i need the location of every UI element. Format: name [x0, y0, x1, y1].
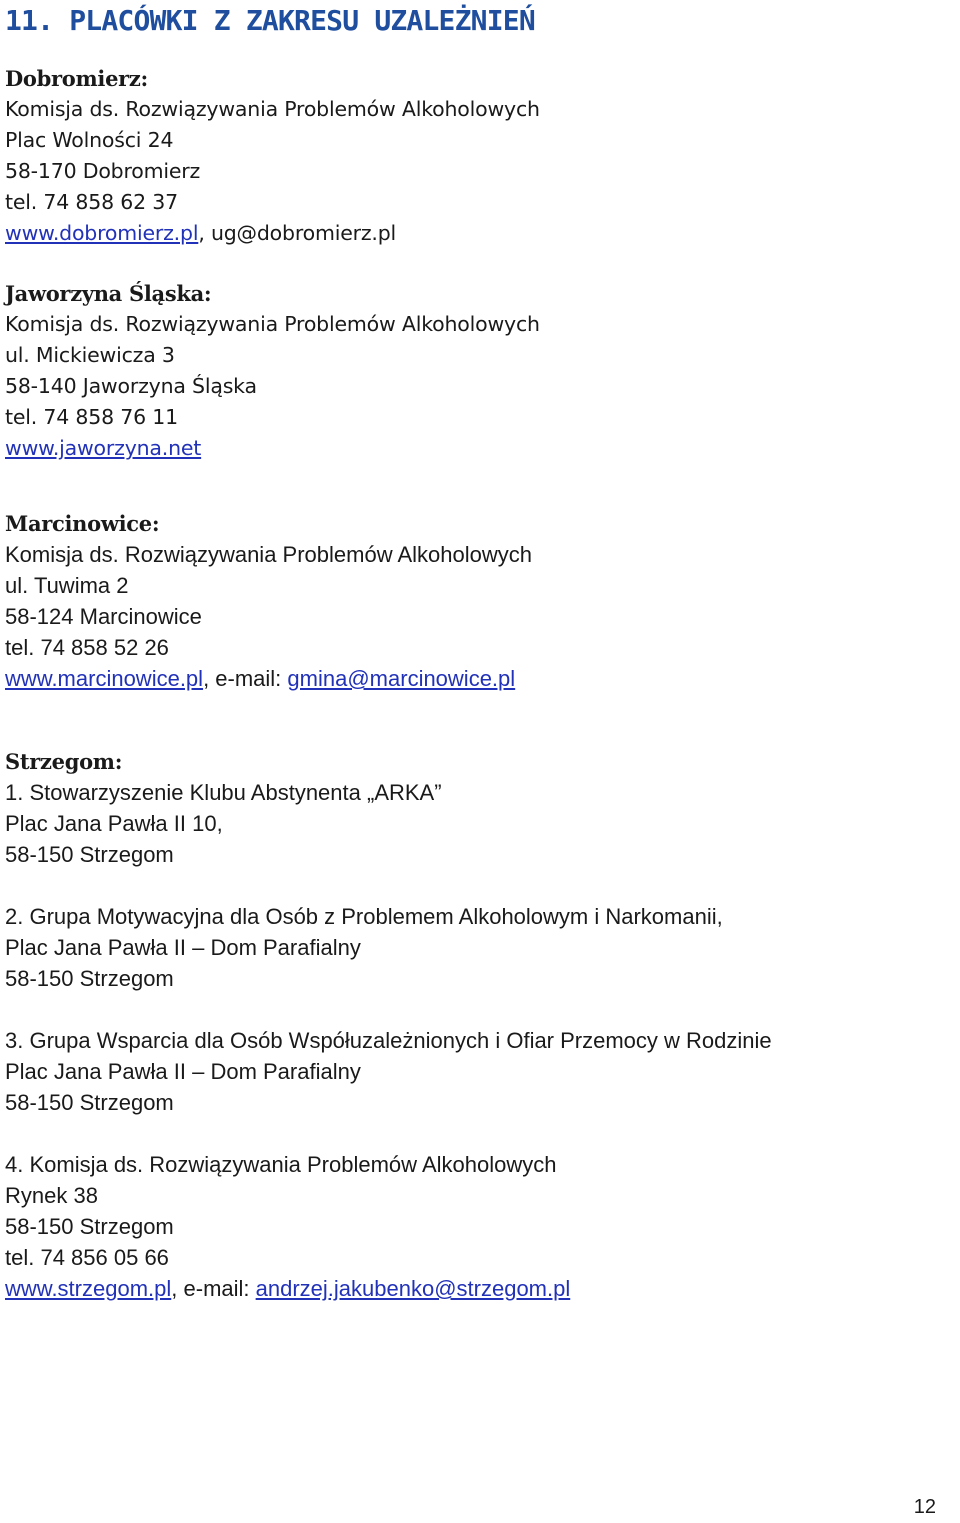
entry-city: 58-150 Strzegom [5, 1214, 174, 1239]
website-link[interactable]: www.marcinowice.pl [5, 666, 204, 691]
entry-address: Plac Jana Pawła II – Dom Parafialny [5, 1059, 361, 1084]
section-heading: Marcinowice: [5, 511, 160, 536]
section-marcinowice [5, 508, 532, 694]
phone-number: tel. 74 858 62 37 [5, 190, 178, 214]
section-heading: Dobromierz: [5, 66, 148, 91]
entry-name: 1. Stowarzyszenie Klubu Abstynenta „ARKA” [5, 780, 442, 805]
entry-address: Plac Jana Pawła II 10, [5, 811, 223, 836]
section-heading: Strzegom: [5, 749, 123, 774]
contact-line [5, 433, 540, 464]
organization-name: Komisja ds. Rozwiązywania Problemów Alkoholowych [5, 97, 540, 121]
entry-city: 58-150 Strzegom [5, 966, 174, 991]
entry-name: 3. Grupa Wsparcia dla Osób Współuzależnionych i Ofiar Przemocy w Rodzinie [5, 1028, 772, 1053]
phone-number: tel. 74 856 05 66 [5, 1245, 169, 1270]
street-address: Plac Wolności 24 [5, 128, 174, 152]
street-address: ul. Mickiewicza 3 [5, 343, 175, 367]
phone-number: tel. 74 858 76 11 [5, 405, 178, 429]
website-link[interactable]: www.dobromierz.pl [5, 221, 199, 245]
entry-name: 2. Grupa Motywacyjna dla Osób z Problemem Alkoholowym i Narkomanii, [5, 904, 723, 929]
section-jaworzyna [5, 278, 540, 464]
section-strzegom [5, 746, 772, 1304]
postal-city: 58-124 Marcinowice [5, 604, 202, 629]
email-text: , ug@dobromierz.pl [198, 221, 397, 245]
contact-line [5, 663, 532, 694]
page-title: 11. PLACÓWKI Z ZAKRESU UZALEŻNIEŃ [5, 4, 535, 37]
entry-address: Rynek 38 [5, 1183, 98, 1208]
organization-name: Komisja ds. Rozwiązywania Problemów Alkoholowych [5, 312, 540, 336]
website-link[interactable]: www.jaworzyna.net [5, 436, 202, 460]
section-dobromierz [5, 63, 540, 249]
contact-line [5, 218, 540, 249]
entry-address: Plac Jana Pawła II – Dom Parafialny [5, 935, 361, 960]
postal-city: 58-140 Jaworzyna Śląska [5, 374, 257, 398]
phone-number: tel. 74 858 52 26 [5, 635, 169, 660]
section-heading: Jaworzyna Śląska: [5, 281, 212, 306]
email-label: , e-mail: [203, 666, 288, 691]
postal-city: 58-170 Dobromierz [5, 159, 201, 183]
entry-city: 58-150 Strzegom [5, 842, 174, 867]
page-number: 12 [913, 1496, 936, 1518]
organization-name: Komisja ds. Rozwiązywania Problemów Alkoholowych [5, 542, 533, 567]
street-address: ul. Tuwima 2 [5, 573, 129, 598]
entry-city: 58-150 Strzegom [5, 1090, 174, 1115]
email-link[interactable]: gmina@marcinowice.pl [287, 666, 516, 691]
entry-name: 4. Komisja ds. Rozwiązywania Problemów Alkoholowych [5, 1152, 557, 1177]
email-label: , e-mail: [171, 1276, 256, 1301]
website-link[interactable]: www.strzegom.pl [5, 1276, 172, 1301]
email-link[interactable]: andrzej.jakubenko@strzegom.pl [255, 1276, 571, 1301]
contact-line [5, 1273, 772, 1304]
